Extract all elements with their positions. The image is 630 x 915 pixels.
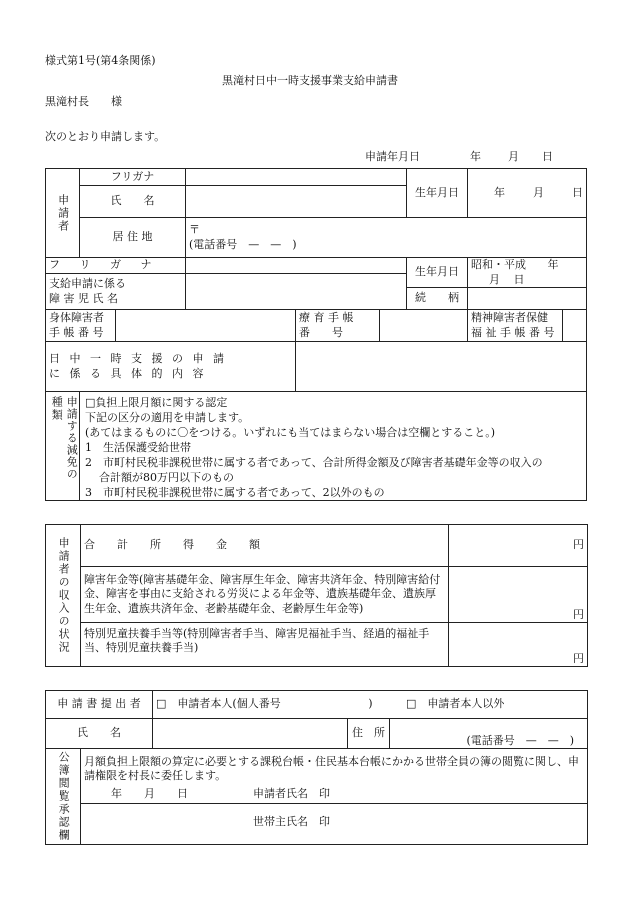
ryoiku-handbook-field[interactable]	[380, 310, 468, 342]
child-birth-month: 月	[489, 272, 501, 286]
mental-handbook-label	[468, 310, 563, 342]
apply-date-year: 年	[470, 150, 481, 163]
submitter-address-field[interactable]	[390, 719, 588, 749]
mental-handbook-label-line2: 福 祉 手 帳 番 号	[471, 325, 555, 339]
applicant-birth-day: 日	[572, 185, 584, 199]
form-number: 様式第1号(第4条関係)	[45, 54, 156, 67]
submitter-phone: (電話番号 — — )	[466, 733, 575, 747]
reduction-item1[interactable]: 1 生活保護受給世帯	[85, 441, 191, 454]
consent-cell	[81, 749, 588, 845]
applicant-birth-month: 月	[533, 185, 545, 199]
child-name-field[interactable]	[186, 274, 407, 310]
applicant-signature[interactable]: 申請者氏名 印	[253, 786, 330, 800]
reduction-item2[interactable]: 2 市町村民税非課税世帯に属する者であって、合計所得金額及び障害者基礎年金等の収入の	[85, 456, 543, 469]
child-furigana-field[interactable]	[186, 258, 407, 274]
child-name-label-line1: 支給申請に係る	[49, 277, 126, 291]
total-income-yen: 円	[573, 538, 584, 552]
applicant-address-label: 居 住 地	[80, 218, 186, 258]
application-table	[45, 168, 587, 501]
child-name-label-line2: 障 害 児 氏 名	[49, 291, 118, 305]
income-side-label: 申請者の収入の状況	[46, 525, 81, 667]
child-birth-day: 日	[513, 272, 525, 286]
reduction-type-label: 種類	[50, 396, 64, 422]
submitter-name-field[interactable]	[153, 719, 348, 749]
income-table	[45, 524, 588, 667]
ryoiku-handbook-label-line2: 番 号	[299, 325, 344, 339]
apply-date-day: 日	[542, 150, 553, 163]
consent-text: 月額負担上限額の算定に必要とする課税台帳・住民基本台帳にかかる世帯全員の簿の閲覧に関し、申請権限を村長に委任します。	[84, 754, 579, 782]
total-income-field[interactable]	[449, 525, 588, 567]
submitter-label: 申 請 書 提 出 者	[46, 691, 153, 719]
mental-handbook-field[interactable]	[563, 310, 587, 342]
reduction-line2: (あてはまるものに〇をつける。いずれにも当てはまらない場合は空欄とすること。)	[85, 426, 496, 439]
child-birth-year: 年	[547, 258, 559, 272]
submitter-table	[45, 690, 588, 845]
physical-handbook-label-line2: 手 帳 番 号	[49, 325, 104, 339]
page-title: 黒滝村日中一時支援事業支給申請書	[222, 74, 398, 87]
relation-label: 続 柄	[407, 288, 468, 310]
applicant-group-label: 申請者	[46, 169, 80, 258]
householder-signature[interactable]: 世帯主氏名 印	[253, 814, 330, 828]
physical-handbook-field[interactable]	[116, 310, 296, 342]
submitter-self-option[interactable]: □ 申請者本人(個人番号	[156, 697, 281, 711]
postal-mark: 〒	[189, 223, 201, 237]
apply-date-label: 申請年月日	[365, 150, 420, 163]
child-birth-label: 生年月日	[407, 258, 468, 288]
physical-handbook-label-line1: 身体障害者	[49, 311, 104, 325]
mental-handbook-label-line1: 精神障害者保健	[471, 311, 549, 325]
submitter-self-close: )	[368, 697, 373, 711]
details-label-line2: に 係 る 具 体 的 内 容	[49, 366, 207, 380]
details-field[interactable]	[296, 342, 587, 392]
child-name-label	[46, 274, 186, 310]
child-furigana-label: フ リ ガ ナ	[46, 258, 186, 274]
applicant-birth-field[interactable]	[468, 169, 587, 218]
total-income-label: 合 計 所 得 金 額	[81, 525, 449, 567]
applicant-address-field[interactable]	[186, 218, 587, 258]
consent-date: 年 月 日	[111, 786, 188, 800]
child-birth-field[interactable]	[468, 258, 587, 288]
pension-label: 障害年金等(障害基礎年金、障害厚生年金、障害共済年金、特別障害給付金、障害を事由に支給される労災による年金等、遺族基礎年金、遺族厚生年金、遺族共済年金、老齢基礎年金、老齢厚生年金等)	[81, 567, 449, 623]
relation-field[interactable]	[468, 288, 587, 310]
reduction-line1: 下記の区分の適用を申請します。	[85, 411, 250, 424]
reduction-cell	[46, 392, 587, 501]
applicant-name-label: 氏 名	[80, 186, 186, 218]
applicant-phone: (電話番号 — — )	[189, 237, 297, 251]
reduction-check-item[interactable]: □負担上限月額に関する認定	[85, 396, 228, 409]
reduction-reason-label: 申請する減免の	[65, 396, 79, 480]
applicant-furigana-label: フリガナ	[80, 169, 186, 186]
addressee: 黒滝村長 様	[45, 95, 122, 108]
physical-handbook-label	[46, 310, 116, 342]
applicant-furigana-field[interactable]	[186, 169, 407, 186]
reduction-item2-cont: 合計額が80万円以下のもの	[99, 471, 234, 484]
pension-yen: 円	[573, 607, 584, 621]
applicant-birth-label: 生年月日	[407, 169, 468, 218]
applicant-birth-year: 年	[494, 185, 506, 199]
allowance-label: 特別児童扶養手当等(特別障害者手当、障害児福祉手当、経過的福祉手当、特別児童扶養手当)	[81, 623, 449, 667]
applicant-name-field[interactable]	[186, 186, 407, 218]
ryoiku-handbook-label-line1: 療 育 手 帳	[299, 311, 354, 325]
ryoiku-handbook-label	[296, 310, 380, 342]
allowance-field[interactable]	[449, 623, 588, 667]
apply-date-month: 月	[508, 150, 519, 163]
details-label-line1: 日 中 一 時 支 援 の 申 請	[49, 352, 227, 366]
submitter-options	[153, 691, 588, 719]
reduction-item3[interactable]: 3 市町村民税非課税世帯に属する者であって、2以外のもの	[85, 486, 385, 499]
intro-text: 次のとおり申請します。	[45, 130, 166, 143]
submitter-address-label: 住 所	[348, 719, 390, 749]
submitter-name-label: 氏 名	[46, 719, 153, 749]
pension-field[interactable]	[449, 567, 588, 623]
details-label	[46, 342, 296, 392]
submitter-other-option[interactable]: □ 申請者本人以外	[406, 697, 505, 711]
child-birth-era: 昭和・平成	[471, 258, 527, 272]
allowance-yen: 円	[573, 651, 584, 665]
consent-side-label: 公簿閲覧承認欄	[46, 749, 81, 845]
